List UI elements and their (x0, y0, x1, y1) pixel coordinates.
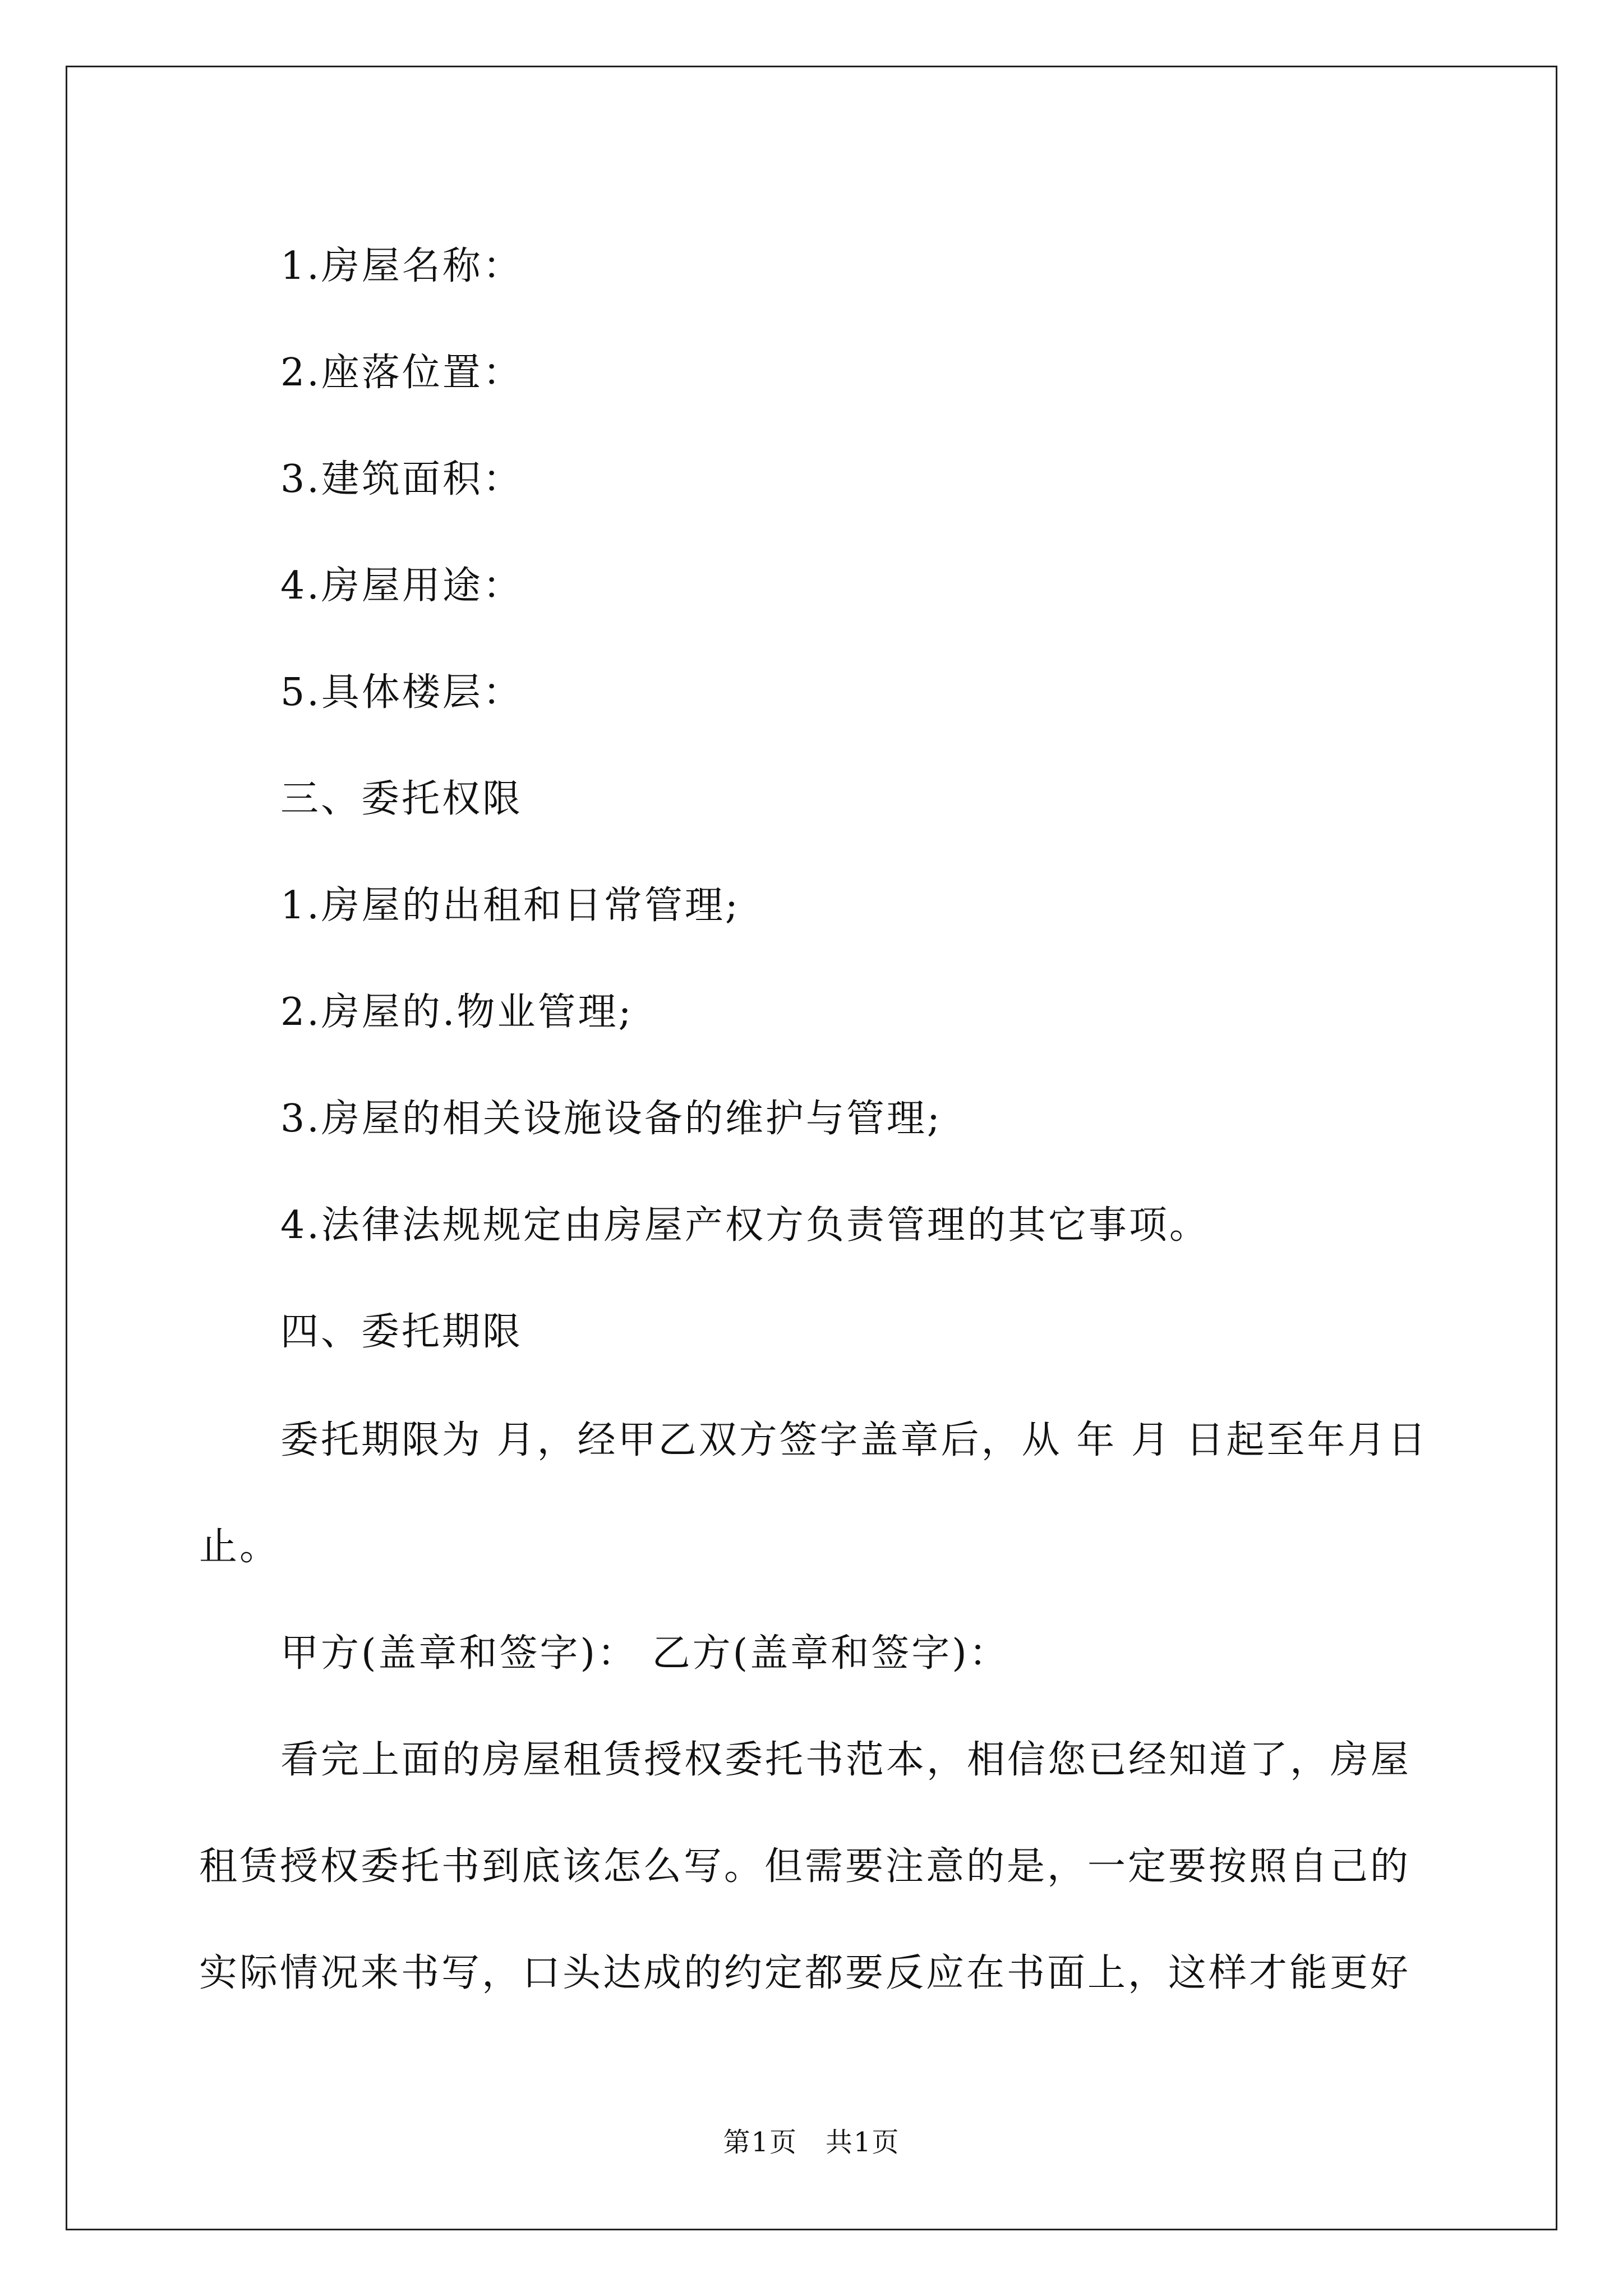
section-heading-three: 三、委托权限 (280, 777, 523, 821)
list-item: 2.房屋的.物业管理; (280, 990, 634, 1034)
list-item: 3.建筑面积： (280, 457, 523, 501)
term-paragraph: 委托期限为 月，经甲乙双方签字盖章后，从 年 月 日起至年月日止。 (199, 1418, 1428, 1569)
section-heading-four: 四、委托期限 (280, 1310, 523, 1354)
page-footer: 第1页 共1页 (723, 2127, 900, 2158)
list-item: 1.房屋的出租和日常管理; (280, 884, 740, 928)
list-item: 4.法律法规规定由房屋产权方负责管理的其它事项。 (280, 1203, 1210, 1248)
list-item: 3.房屋的相关设施设备的维护与管理; (280, 1097, 942, 1141)
list-item: 1.房屋名称： (280, 244, 523, 288)
list-item: 2.座落位置： (280, 351, 523, 395)
document-body (199, 213, 1433, 1386)
closing-paragraph: 看完上面的房屋租赁授权委托书范本，相信您已经知道了，房屋租赁授权委托书到底该怎么写。但需要注意的是，一定要按照自己的实际情况来书写，口头达成的约定都要反应在书面上，这样才能更好 (199, 1738, 1412, 1995)
list-item: 4.房屋用途： (280, 564, 523, 608)
list-item: 5.具体楼层： (280, 670, 523, 715)
signature-line: 甲方(盖章和签字)： 乙方(盖章和签字)： (280, 1631, 1009, 1676)
